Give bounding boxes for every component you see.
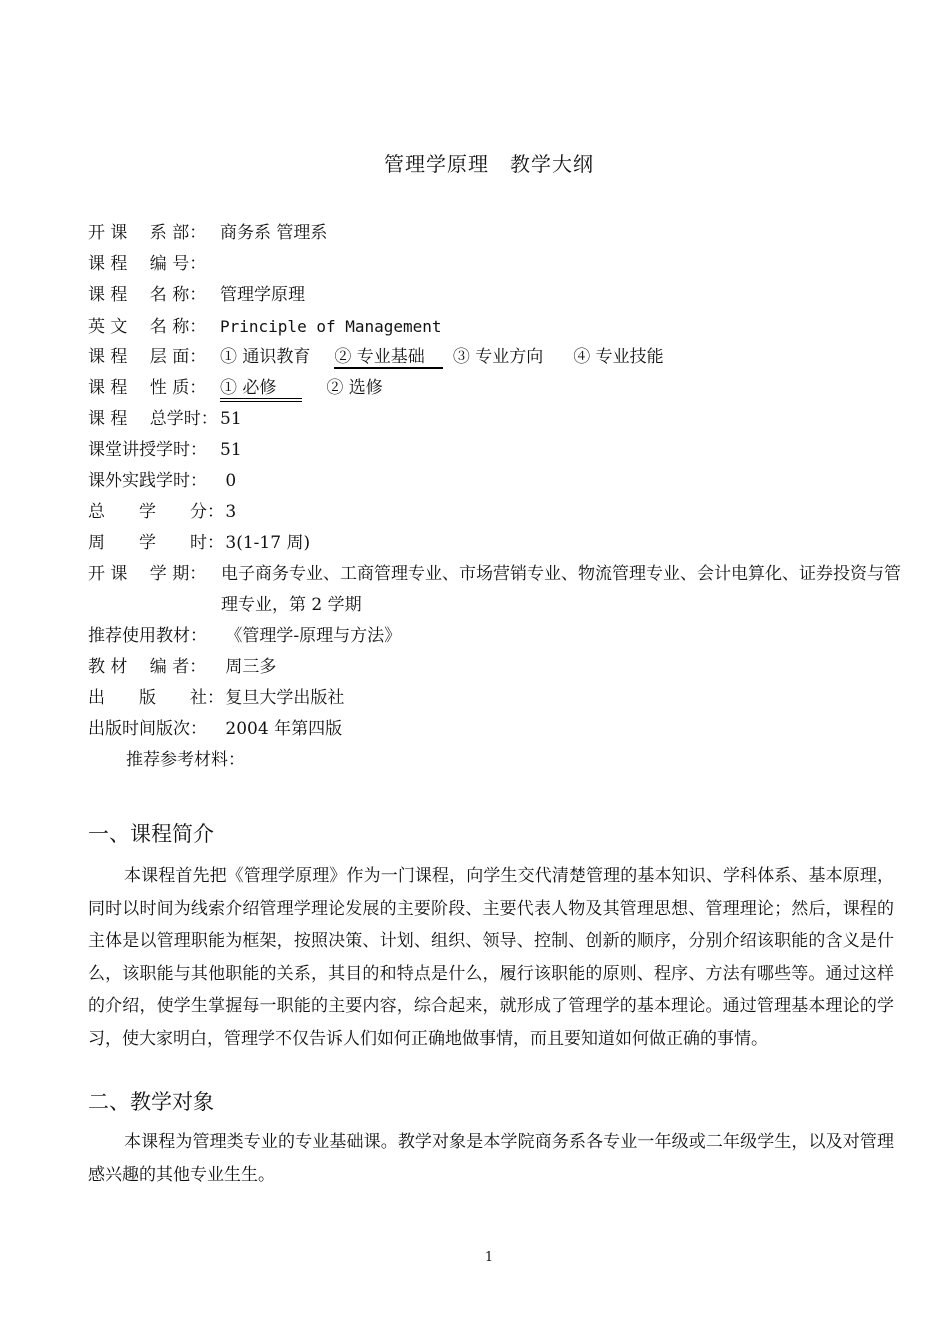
info-row-term	[88, 559, 903, 621]
info-row-english-name	[88, 311, 903, 342]
weekly-hours-value: 3(1-17 周)	[220, 533, 311, 553]
info-row-nature	[88, 373, 903, 404]
total-hours-label: 课 程 总学时：	[88, 409, 218, 429]
info-row-references	[88, 745, 903, 776]
section-heading-audience: 二、教学对象	[88, 1090, 214, 1114]
publisher-label: 出 版 社：	[88, 688, 224, 708]
info-row-credits	[88, 497, 903, 528]
course-code-label: 课 程 编 号：	[88, 254, 207, 274]
course-level-label: 课 程 层 面：	[88, 347, 207, 367]
references-label: 推荐参考材料：	[126, 750, 245, 770]
info-row-name	[88, 280, 903, 311]
level-option-general: ① 通识教育	[220, 347, 311, 367]
info-row-level	[88, 342, 903, 373]
textbook-label: 推荐使用教材：	[88, 626, 207, 646]
edition-label: 出版时间版次：	[88, 719, 207, 739]
section-body-audience: 本课程为管理类专业的专业基础课。教学对象是本学院商务系各专业一年级或二年级学生，以及对管理感兴趣的其他专业生生。	[88, 1132, 894, 1185]
lecture-hours-value: 51	[220, 440, 242, 460]
section-body-intro: 本课程首先把《管理学原理》作为一门课程，向学生交代清楚管理的基本知识、学科体系、基本原理，同时以时间为线索介绍管理学理论发展的主要阶段、主要代表人物及其管理思想、管理理论；然后，课程的主体是以管理职能为框架，按照决策、计划、组织、领导、控制、创新的顺序，分别介绍该职能的含义是什么，该职能与其他职能的关系，其目的和特点是什么，履行该职能的原则、程序、方法有哪些等。通过这样的介绍，使学生掌握每一职能的主要内容，综合起来，就形成了管理学的基本理论。通过管理基本理论的学习，使大家明白，管理学不仅告诉人们如何正确地做事情，而且要知道如何做正确的事情。	[88, 866, 894, 1049]
department-value: 商务系 管理系	[220, 223, 328, 243]
info-row-edition	[88, 714, 903, 745]
course-info-block	[88, 218, 903, 776]
document-title: 管理学原理 教学大纲	[384, 152, 594, 176]
info-row-code	[88, 249, 903, 280]
author-label: 教 材 编 者：	[88, 657, 207, 677]
level-option-foundation-selected: ② 专业基础	[334, 347, 442, 369]
info-row-total-hours	[88, 404, 903, 435]
info-row-weekly-hours	[88, 528, 903, 559]
publisher-value: 复旦大学出版社	[220, 688, 345, 708]
practice-hours-label: 课外实践学时：	[88, 471, 207, 491]
nature-option-required-selected: ① 必修	[220, 378, 302, 402]
info-row-practice-hours	[88, 466, 903, 497]
lecture-hours-label: 课堂讲授学时：	[88, 440, 207, 460]
page-number: 1	[484, 1250, 494, 1265]
term-value: 电子商务专业、工商管理专业、市场营销专业、物流管理专业、会计电算化、证券投资与管理专业，第 2 学期	[221, 564, 901, 615]
nature-option-elective: ② 选修	[326, 378, 383, 398]
practice-hours-value: 0	[220, 471, 237, 491]
weekly-hours-label: 周 学 时：	[88, 533, 224, 553]
department-label: 开 课 系 部：	[88, 223, 207, 243]
course-name-value: 管理学原理	[220, 285, 305, 305]
author-value: 周三多	[220, 657, 277, 677]
english-name-value: Principle of Management	[220, 317, 442, 336]
textbook-value: 《管理学-原理与方法》	[220, 626, 402, 646]
credits-label: 总 学 分：	[88, 502, 224, 522]
info-row-lecture-hours	[88, 435, 903, 466]
info-row-publisher	[88, 683, 903, 714]
course-name-label: 课 程 名 称：	[88, 285, 207, 305]
credits-value: 3	[220, 502, 237, 522]
term-label: 开 课 学 期：	[88, 564, 207, 584]
course-nature-label: 课 程 性 质：	[88, 378, 207, 398]
level-option-direction: ③ 专业方向	[452, 347, 544, 367]
english-name-label: 英 文 名 称：	[88, 317, 207, 337]
edition-value: 2004 年第四版	[220, 719, 343, 739]
section-heading-intro: 一、课程简介	[88, 822, 214, 846]
info-row-author	[88, 652, 903, 683]
total-hours-value: 51	[220, 409, 242, 429]
info-row-department	[88, 218, 903, 249]
info-row-textbook	[88, 621, 903, 652]
level-option-skill: ④ 专业技能	[573, 347, 664, 367]
